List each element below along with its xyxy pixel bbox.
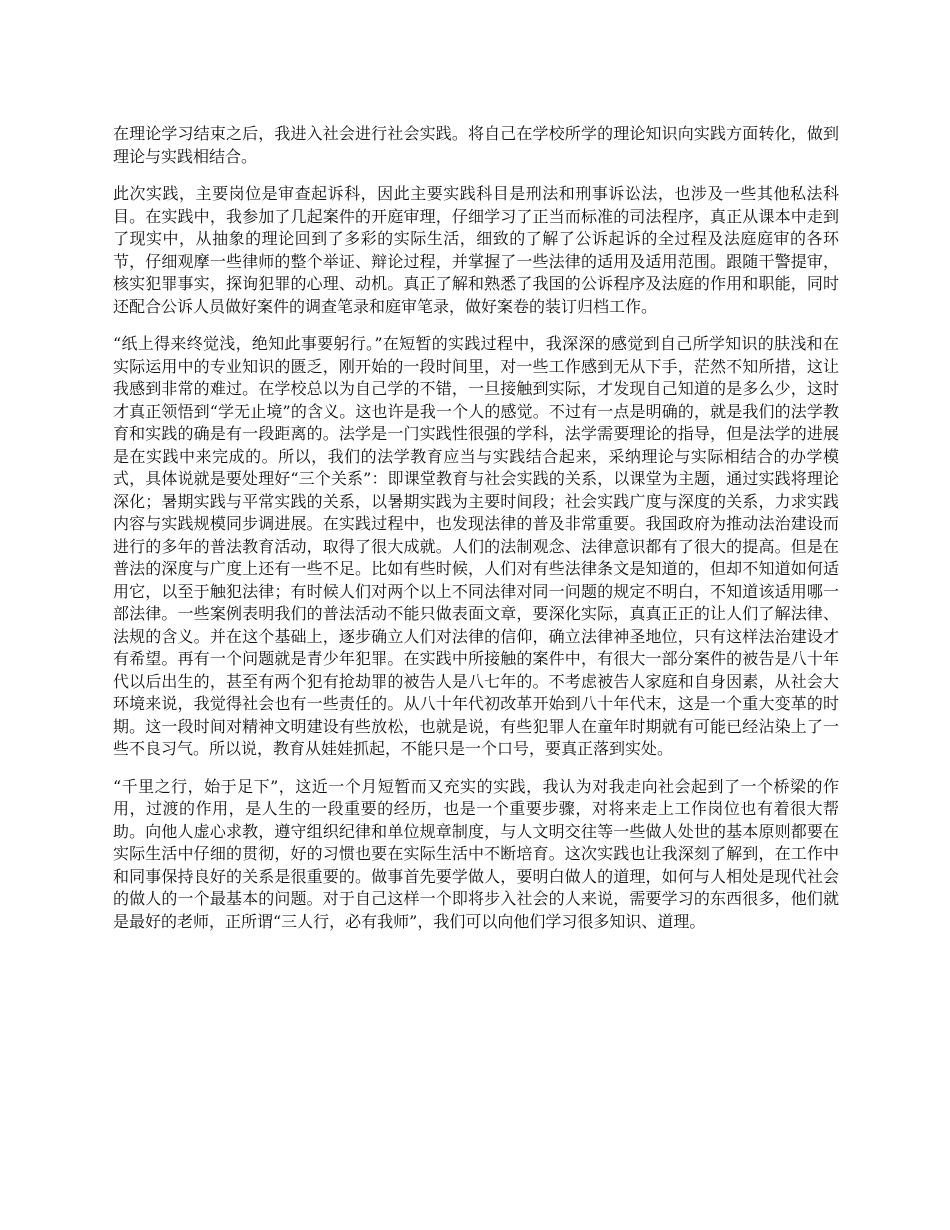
paragraph-reflection: “纸上得来终觉浅，绝知此事要躬行。”在短暂的实践过程中，我深深的感觉到自己所学知识的肤浅和在实际运用中的专业知识的匮乏，刚开始的一段时间里，对一些工作感到无从下手，茫然不知所措，这让我感到非常的难过。在学校总以为自己学的不错，一旦接触到实际，才发现自己知道的是多么少，这时才真正领悟到“学无止境”的含义。这也许是我一个人的感觉。不过有一点是明确的，就是我们的法学教育和实践的确是有一段距离的。法学是一门实践性很强的学科，法学需要理论的指导，但是法学的进展是在实践中来完成的。所以，我们的法学教育应当与实践结合起来，采纳理论与实际相结合的办学模式，具体说就是要处理好“三个关系”：即课堂教育与社会实践的关系，以课堂为主题，通过实践将理论深化；暑期实践与平常实践的关系，以暑期实践为主要时间段；社会实践广度与深度的关系，力求实践内容与实践规模同步调进展。在实践过程中，也发现法律的普及非常重要。我国政府为推动法治建设而进行的多年的普法教育活动，取得了很大成就。人们的法制观念、法律意识都有了很大的提高。但是在普法的深度与广度上还有一些不足。比如有些时候，人们对有些法律条文是知道的，但却不知道如何适用它，以至于触犯法律；有时候人们对两个以上不同法律对同一问题的规定不明白，不知道该适用哪一部法律。一些案例表明我们的普法活动不能只做表面文章，要深化实际，真真正正的让人们了解法律、法规的含义。并在这个基础上，逐步确立人们对法律的信仰，确立法律神圣地位，只有这样法治建设才有希望。再有一个问题就是青少年犯罪。在实践中所接触的案件中，有很大一部分案件的被告是八十年代以后出生的，甚至有两个犯有抢劫罪的被告人是八七年的。不考虑被告人家庭和自身因素，从社会大环境来说，我觉得社会也有一些责任的。从八十年代初改革开始到八十年代末，这是一个重大变革的时期。这一段时间对精神文明建设有些放松，也就是说，有些犯罪人在童年时期就有可能已经沾染上了一些不良习气。所以说，教育从娃娃抓起，不能只是一个口号，要真正落到实处。: [113, 334, 839, 758]
document-page: [113, 123, 839, 948]
paragraph-conclusion: “千里之行，始于足下”，这近一个月短暂而又充实的实践，我认为对我走向社会起到了一个桥梁的作用，过渡的作用，是人生的一段重要的经历，也是一个重要步骤，对将来走上工作岗位也有着很大帮助。向他人虚心求教，遵守组织纪律和单位规章制度，与人文明交往等一些做人处世的基本原则都要在实际生活中仔细的贯彻，好的习惯也要在实际生活中不断培育。这次实践也让我深刻了解到，在工作中和同事保持良好的关系是很重要的。做事首先要学做人，要明白做人的道理，如何与人相处是现代社会的做人的一个最基本的问题。对于自己这样一个即将步入社会的人来说，需要学习的东西很多，他们就是最好的老师，正所谓“三人行，必有我师”，我们可以向他们学习很多知识、道理。: [113, 776, 839, 931]
paragraph-intro: 在理论学习结束之后，我进入社会进行社会实践。将自己在学校所学的理论知识向实践方面转化，做到理论与实践相结合。: [113, 124, 839, 166]
paragraph-practice-role: 此次实践，主要岗位是审查起诉科，因此主要实践科目是刑法和刑事诉讼法，也涉及一些其他私法科目。在实践中，我参加了几起案件的开庭审理，仔细学习了正当而标准的司法程序，真正从课本中走到了现实中，从抽象的理论回到了多彩的实际生活，细致的了解了公诉起诉的全过程及法庭庭审的各环节，仔细观摩一些律师的整个举证、辩论过程，并掌握了一些法律的适用及适用范围。跟随干警提审，核实犯罪事实，探询犯罪的心理、动机。真正了解和熟悉了我国的公诉程序及法庭的作用和职能，同时还配合公诉人员做好案件的调查笔录和庭审笔录，做好案卷的装订归档工作。: [113, 184, 839, 316]
